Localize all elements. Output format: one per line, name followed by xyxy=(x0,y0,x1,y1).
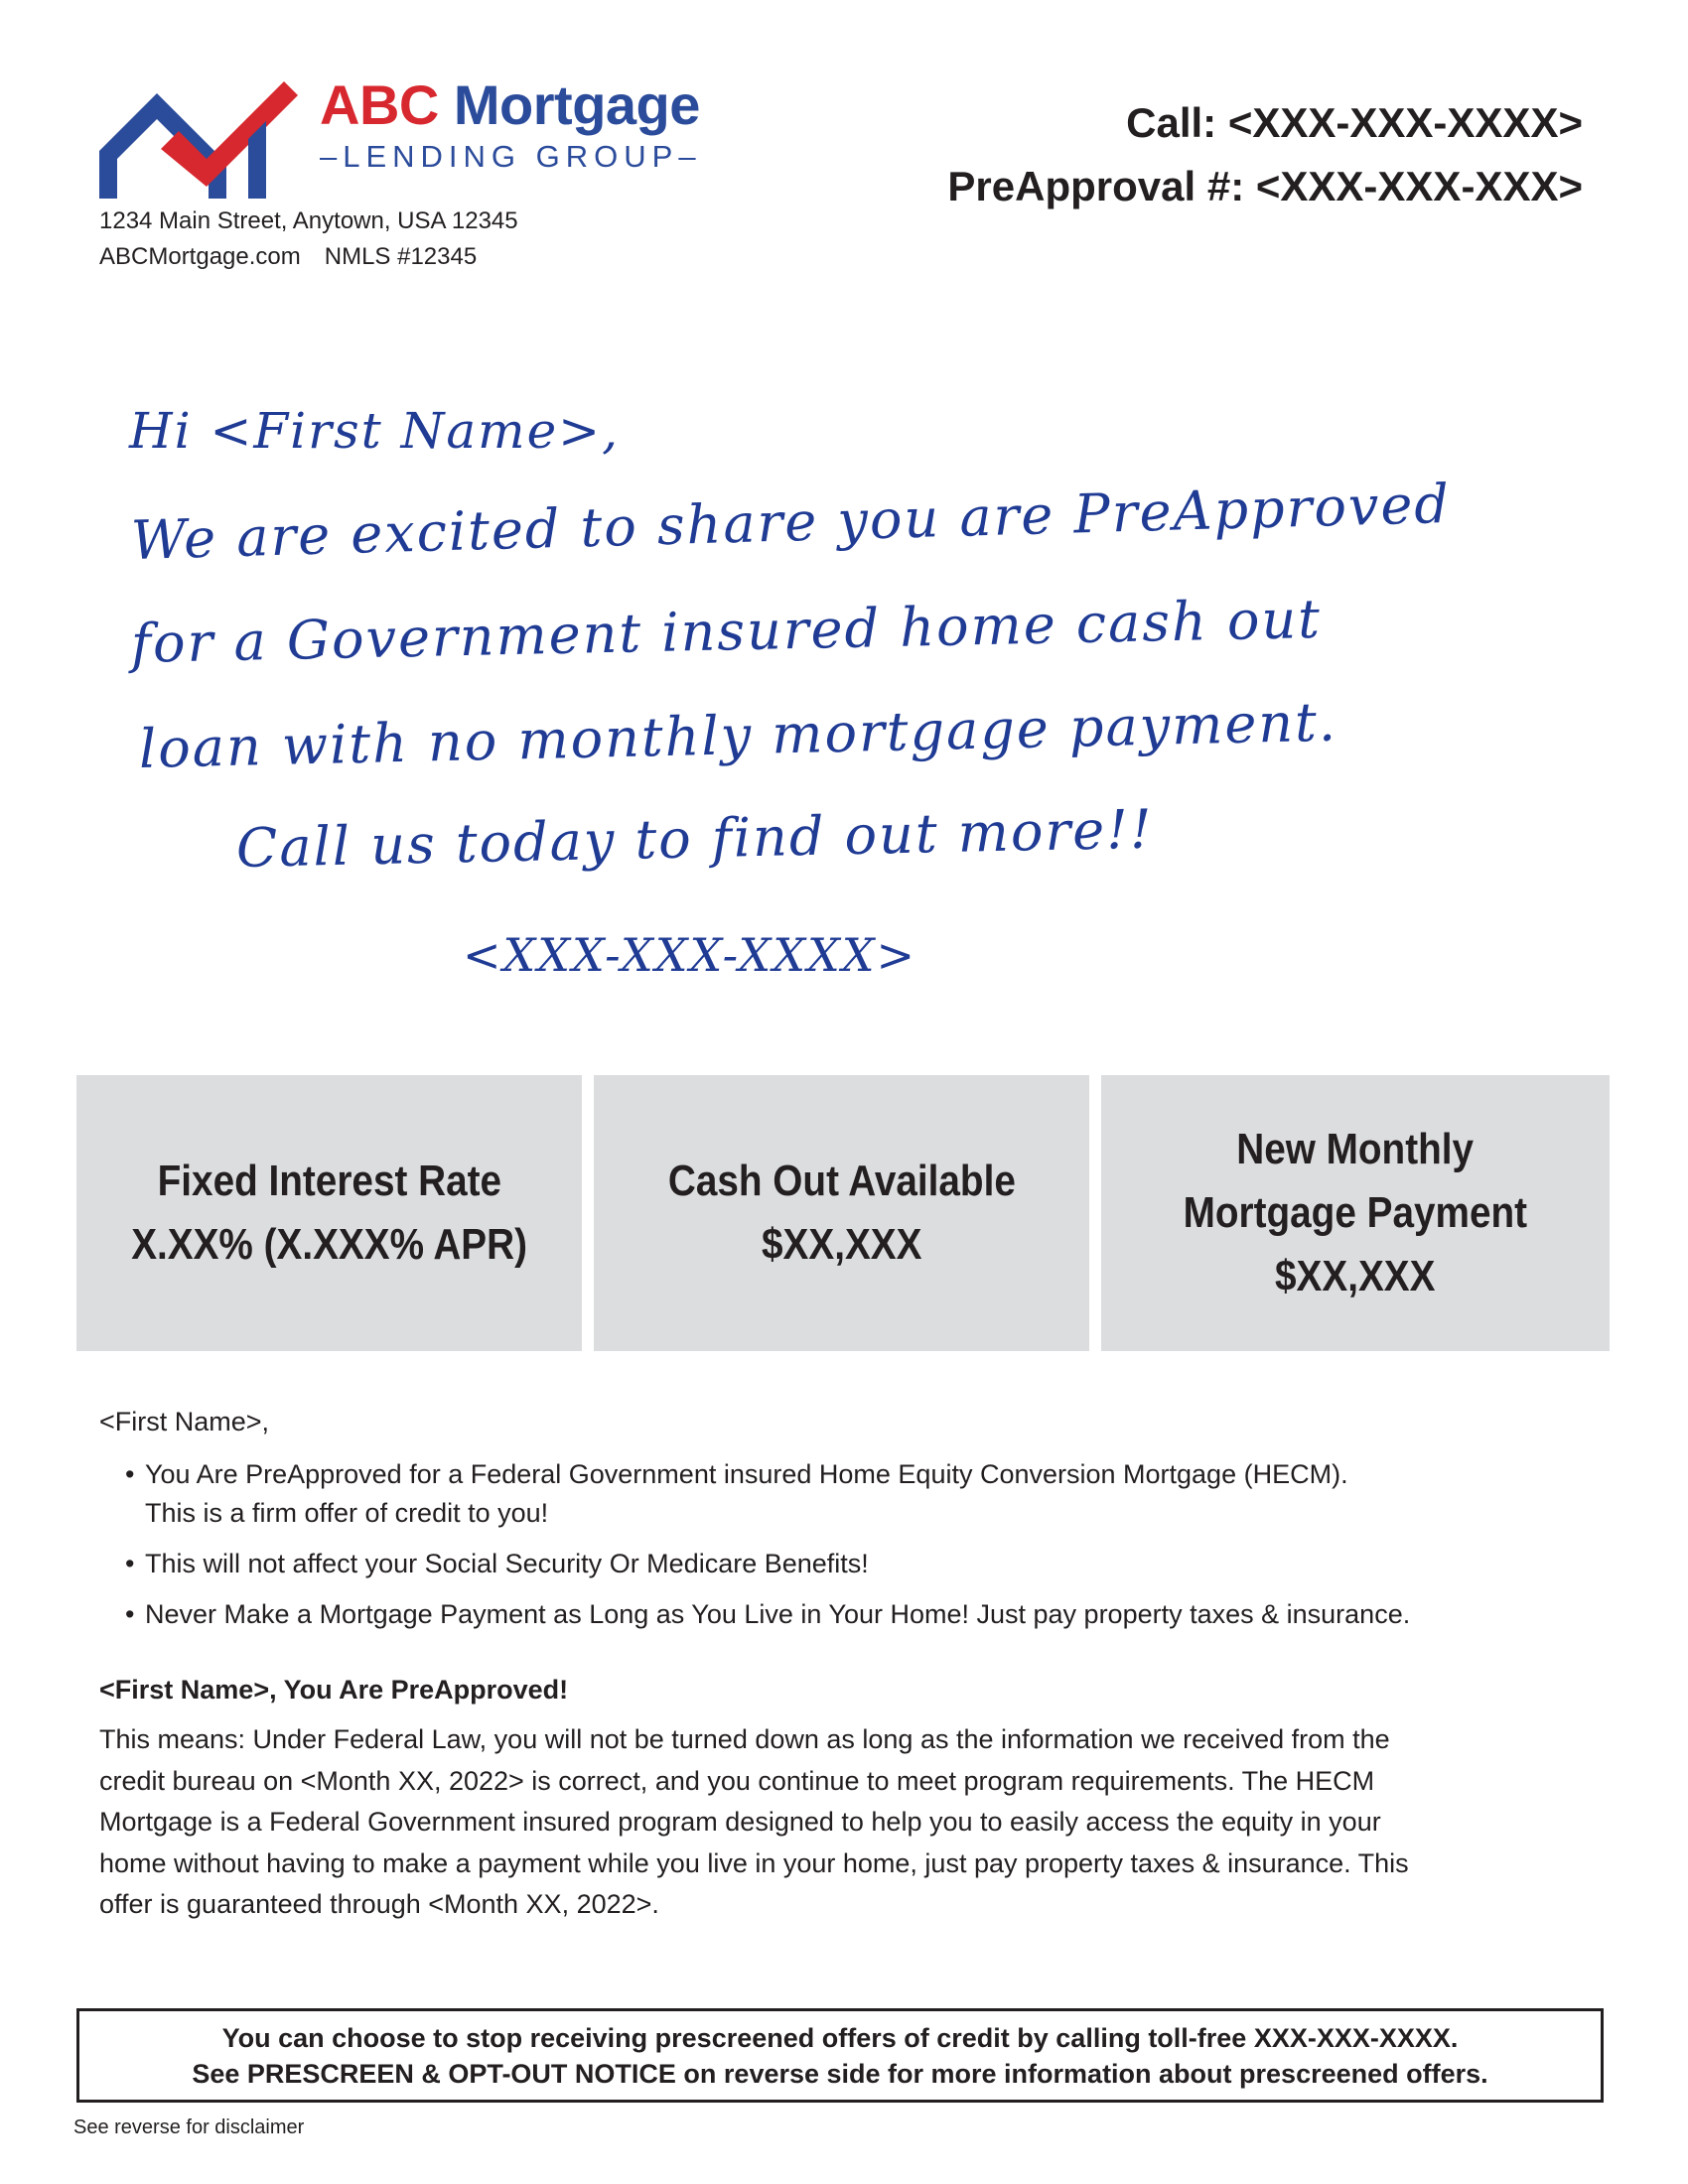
note-line-3: loan with no monthly mortgage payment. xyxy=(138,690,1338,780)
company-address xyxy=(99,204,518,275)
opt-out-line-1: You can choose to stop receiving prescreened offers of credit by calling toll-free XXX-XXX-XXXX. xyxy=(221,2022,1459,2053)
contact-block xyxy=(947,91,1583,218)
explanation-line-1: This means: Under Federal Law, you will not be turned down as long as the information we received from the xyxy=(99,1724,1390,1754)
address-line: 1234 Main Street, Anytown, USA 12345 xyxy=(99,207,518,234)
bullet-2-line-1: • This will not affect your Social Security Or Medicare Benefits! xyxy=(145,1549,869,1578)
bullet-1-line-2: This is a firm offer of credit to you! xyxy=(145,1498,549,1528)
disclaimer-footnote: See reverse for disclaimer xyxy=(73,2116,305,2138)
benefit-list xyxy=(99,1455,1599,1634)
explanation-line-3: Mortgage is a Federal Government insured program designed to help you to easily access the equity in your xyxy=(99,1807,1381,1837)
list-item xyxy=(125,1545,1599,1583)
list-item xyxy=(125,1455,1599,1533)
preapproval-explanation xyxy=(99,1719,1599,1926)
note-line-2: for a Government insured home cash out xyxy=(130,587,1323,675)
letter-body xyxy=(99,1402,1599,1926)
brand-name-primary: ABC xyxy=(320,73,439,136)
opt-out-notice xyxy=(76,2008,1604,2103)
note-greeting: Hi <First Name>, xyxy=(129,402,620,460)
interest-rate-title: Fixed Interest Rate xyxy=(157,1157,501,1205)
letter-salutation: <First Name>, xyxy=(99,1407,270,1436)
cash-out-value: $XX,XXX xyxy=(761,1220,922,1269)
company-logo xyxy=(99,71,725,201)
call-number: Call: <XXX-XXX-XXXX> xyxy=(1126,99,1583,146)
monthly-payment-title-line1: New Monthly xyxy=(1236,1125,1475,1173)
bullet-1-line-1: • You Are PreApproved for a Federal Government insured Home Equity Conversion Mortgage (HECM). xyxy=(145,1459,1348,1489)
explanation-line-2: credit bureau on <Month XX, 2022> is correct, and you continue to meet program requirements. The HECM xyxy=(99,1765,1375,1796)
explanation-line-5: offer is guaranteed through <Month XX, 2022>. xyxy=(99,1889,659,1919)
interest-rate-value: X.XX% (X.XXX% APR) xyxy=(131,1220,527,1269)
note-line-4: Call us today to find out more!! xyxy=(235,797,1155,880)
cash-out-box xyxy=(594,1075,1089,1351)
monthly-payment-value: $XX,XXX xyxy=(1275,1252,1436,1300)
explanation-line-4: home without having to make a payment while you live in your home, just pay property taxes & insurance. This xyxy=(99,1847,1409,1878)
website-link[interactable]: ABCMortgage.com xyxy=(99,243,301,270)
interest-rate-box xyxy=(76,1075,582,1351)
brand-name-secondary: Mortgage xyxy=(453,73,700,136)
monthly-payment-box xyxy=(1101,1075,1610,1351)
monthly-payment-title-line2: Mortgage Payment xyxy=(1183,1188,1528,1237)
house-roof-logo-icon xyxy=(99,71,298,201)
preapproval-number: PreApproval #: <XXX-XXX-XXX> xyxy=(947,163,1583,209)
bullet-3-line-1: • Never Make a Mortgage Payment as Long as You Live in Your Home! Just pay property taxes & insurance. xyxy=(145,1599,1411,1629)
opt-out-line-2: See PRESCREEN & OPT-OUT NOTICE on reverse side for more information about prescreened offers. xyxy=(192,2058,1488,2089)
brand-subtitle: –LENDING GROUP– xyxy=(320,139,702,174)
web-nmls-line xyxy=(99,239,518,275)
nmls-number: NMLS #12345 xyxy=(324,243,478,270)
cash-out-title: Cash Out Available xyxy=(667,1157,1016,1205)
list-item xyxy=(125,1595,1599,1634)
note-phone: <XXX-XXX-XXXX> xyxy=(463,928,917,982)
brand-name xyxy=(320,73,700,136)
preapproved-heading: <First Name>, You Are PreApproved! xyxy=(99,1675,569,1705)
offer-boxes xyxy=(76,1075,1610,1351)
note-line-1: We are excited to share you are PreApproved xyxy=(130,472,1452,572)
